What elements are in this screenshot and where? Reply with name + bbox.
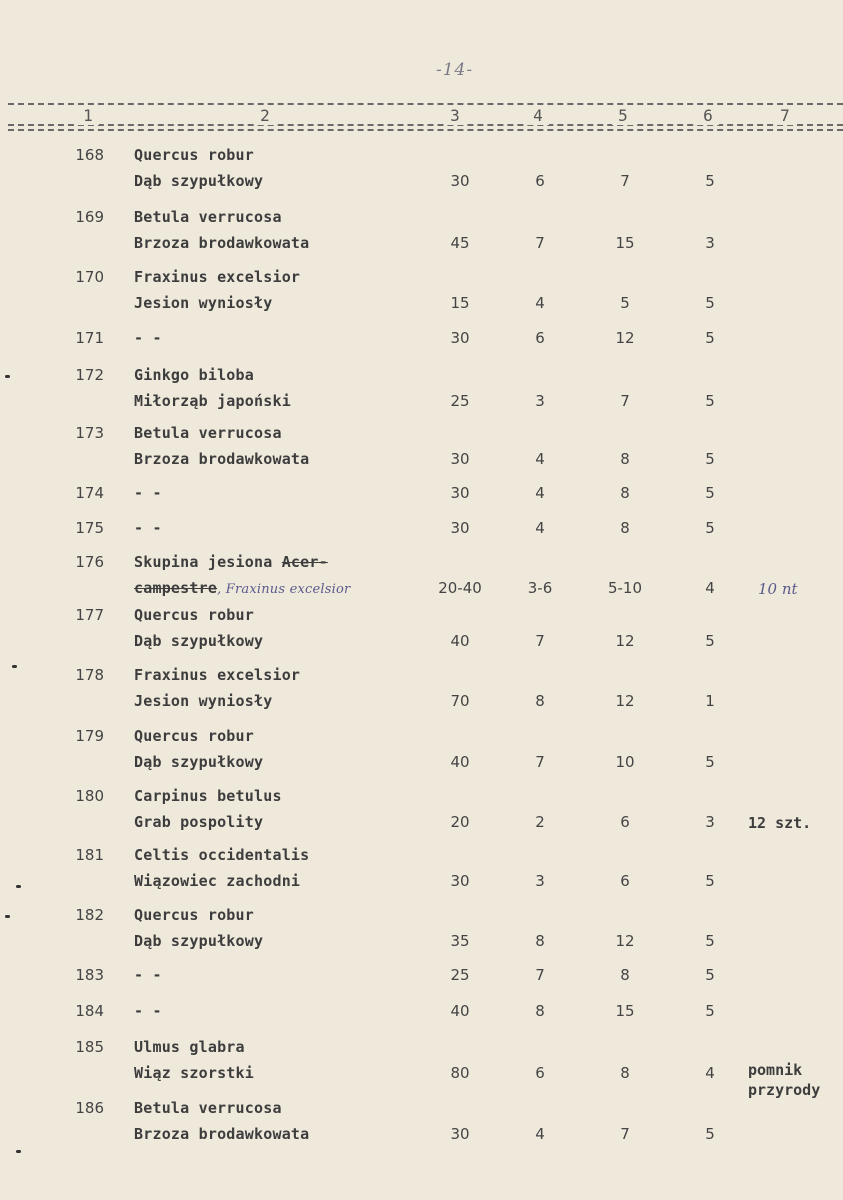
latin-name: Quercus robur <box>134 906 254 924</box>
cell-c3: 35 <box>450 932 470 950</box>
latin-name: Skupina jesiona Acer- <box>134 553 328 571</box>
cell-c6: 5 <box>705 872 715 890</box>
cell-c3: 30 <box>450 172 470 190</box>
struck-text: campestre <box>134 579 218 597</box>
handwritten-correction: , Fraxinus excelsior <box>217 582 351 597</box>
cell-c3: 45 <box>450 234 470 252</box>
cell-c3: 20-40 <box>438 579 482 597</box>
cell-c4: 3 <box>535 872 545 890</box>
margin-mark <box>12 665 17 668</box>
cell-c6: 5 <box>705 172 715 190</box>
margin-mark <box>16 885 21 888</box>
latin-name: Betula verrucosa <box>134 424 282 442</box>
cell-c5: 8 <box>620 450 630 468</box>
row-number: 176 <box>75 553 104 571</box>
polish-name: Miłorząb japoński <box>134 392 291 410</box>
latin-name: Quercus robur <box>134 146 254 164</box>
cell-c4: 7 <box>535 966 545 984</box>
column-header-3: 3 <box>444 106 466 125</box>
cell-c6: 5 <box>705 1125 715 1143</box>
polish-name: Dąb szypułkowy <box>134 172 264 190</box>
margin-mark <box>16 1150 21 1153</box>
latin-name: - - <box>134 1002 162 1020</box>
cell-c6: 3 <box>705 234 715 252</box>
handwritten-remark: 10 nt <box>758 580 798 598</box>
row-number: 173 <box>75 424 104 442</box>
header-rule-top <box>8 103 843 105</box>
row-number: 183 <box>75 966 104 984</box>
cell-c3: 30 <box>450 450 470 468</box>
cell-c6: 3 <box>705 813 715 831</box>
cell-c5: 7 <box>620 1125 630 1143</box>
polish-name: Dąb szypułkowy <box>134 753 264 771</box>
latin-name: Quercus robur <box>134 606 254 624</box>
polish-name: Wiązowiec zachodni <box>134 872 301 890</box>
cell-c4: 2 <box>535 813 545 831</box>
cell-c3: 40 <box>450 753 470 771</box>
cell-c3: 40 <box>450 632 470 650</box>
cell-c4: 8 <box>535 932 545 950</box>
cell-c4: 6 <box>535 172 545 190</box>
cell-c3: 15 <box>450 294 470 312</box>
row-number: 185 <box>75 1038 104 1056</box>
latin-name: Betula verrucosa <box>134 1099 282 1117</box>
row-number: 180 <box>75 787 104 805</box>
cell-c4: 4 <box>535 1125 545 1143</box>
row-number: 174 <box>75 484 104 502</box>
polish-name: Brzoza brodawkowata <box>134 234 310 252</box>
cell-c6: 4 <box>705 579 715 597</box>
latin-name: Ulmus glabra <box>134 1038 245 1056</box>
cell-c6: 1 <box>705 692 715 710</box>
cell-c3: 80 <box>450 1064 470 1082</box>
page-number: -14- <box>436 60 474 80</box>
latin-name: Celtis occidentalis <box>134 846 310 864</box>
cell-c5: 5-10 <box>607 579 643 597</box>
cell-c3: 40 <box>450 1002 470 1020</box>
margin-mark <box>5 915 10 918</box>
row-number: 171 <box>75 329 104 347</box>
cell-c4: 4 <box>535 484 545 502</box>
column-header-2: 2 <box>254 106 276 125</box>
row-number: 181 <box>75 846 104 864</box>
polish-name: Jesion wyniosły <box>134 692 273 710</box>
cell-c6: 5 <box>705 519 715 537</box>
polish-name: Brzoza brodawkowata <box>134 1125 310 1143</box>
cell-c6: 5 <box>705 329 715 347</box>
cell-c5: 10 <box>615 753 635 771</box>
polish-name: Dąb szypułkowy <box>134 632 264 650</box>
row-number: 177 <box>75 606 104 624</box>
header-rule-bottom-double <box>8 129 843 131</box>
remarks: pomnik przyrody <box>748 1061 821 1099</box>
row-number: 182 <box>75 906 104 924</box>
cell-c4: 3 <box>535 392 545 410</box>
cell-c5: 7 <box>620 172 630 190</box>
cell-c6: 5 <box>705 392 715 410</box>
latin-name: Fraxinus excelsior <box>134 268 301 286</box>
struck-text: Acer- <box>281 553 328 571</box>
cell-c3: 30 <box>450 519 470 537</box>
cell-c6: 5 <box>705 294 715 312</box>
cell-c3: 30 <box>450 872 470 890</box>
polish-name <box>134 579 350 597</box>
cell-c6: 5 <box>705 932 715 950</box>
cell-c6: 5 <box>705 450 715 468</box>
polish-name: Wiąz szorstki <box>134 1064 254 1082</box>
cell-c5: 12 <box>615 632 635 650</box>
cell-c4: 8 <box>535 1002 545 1020</box>
cell-c6: 5 <box>705 632 715 650</box>
cell-c5: 15 <box>615 234 635 252</box>
latin-name: Betula verrucosa <box>134 208 282 226</box>
row-number: 175 <box>75 519 104 537</box>
row-number: 172 <box>75 366 104 384</box>
cell-c6: 5 <box>705 753 715 771</box>
latin-name: - - <box>134 484 162 502</box>
cell-c3: 70 <box>450 692 470 710</box>
column-header-1: 1 <box>77 106 99 125</box>
row-number: 186 <box>75 1099 104 1117</box>
polish-name: Grab pospolity <box>134 813 264 831</box>
cell-c4: 7 <box>535 632 545 650</box>
cell-c5: 8 <box>620 519 630 537</box>
row-number: 184 <box>75 1002 104 1020</box>
latin-name: Fraxinus excelsior <box>134 666 301 684</box>
cell-c5: 12 <box>615 932 635 950</box>
cell-c5: 5 <box>620 294 630 312</box>
row-number: 178 <box>75 666 104 684</box>
cell-c4: 8 <box>535 692 545 710</box>
polish-name: Brzoza brodawkowata <box>134 450 310 468</box>
polish-name: Jesion wyniosły <box>134 294 273 312</box>
latin-name: Quercus robur <box>134 727 254 745</box>
cell-c6: 5 <box>705 966 715 984</box>
cell-c6: 5 <box>705 1002 715 1020</box>
latin-name: Carpinus betulus <box>134 787 282 805</box>
cell-c5: 12 <box>615 329 635 347</box>
margin-mark <box>5 375 10 378</box>
column-header-5: 5 <box>612 106 634 125</box>
row-number: 179 <box>75 727 104 745</box>
cell-c4: 4 <box>535 294 545 312</box>
cell-c3: 25 <box>450 966 470 984</box>
cell-c3: 25 <box>450 392 470 410</box>
polish-name: Dąb szypułkowy <box>134 932 264 950</box>
cell-c6: 5 <box>705 484 715 502</box>
cell-c4: 4 <box>535 450 545 468</box>
cell-c6: 4 <box>705 1064 715 1082</box>
cell-c4: 6 <box>535 1064 545 1082</box>
row-number: 169 <box>75 208 104 226</box>
cell-c3: 30 <box>450 1125 470 1143</box>
cell-c5: 6 <box>620 872 630 890</box>
remarks: 12 szt. <box>748 814 812 832</box>
latin-name: - - <box>134 329 162 347</box>
row-number: 170 <box>75 268 104 286</box>
row-number: 168 <box>75 146 104 164</box>
cell-c5: 12 <box>615 692 635 710</box>
cell-c3: 30 <box>450 329 470 347</box>
cell-c5: 8 <box>620 484 630 502</box>
column-header-7: 7 <box>774 106 796 125</box>
cell-c5: 6 <box>620 813 630 831</box>
cell-c4: 3-6 <box>527 579 553 597</box>
cell-c5: 7 <box>620 392 630 410</box>
cell-c4: 6 <box>535 329 545 347</box>
column-header-4: 4 <box>527 106 549 125</box>
cell-c5: 8 <box>620 966 630 984</box>
cell-c4: 7 <box>535 753 545 771</box>
cell-c4: 7 <box>535 234 545 252</box>
latin-name: - - <box>134 519 162 537</box>
latin-name: Ginkgo biloba <box>134 366 254 384</box>
cell-c3: 20 <box>450 813 470 831</box>
column-header-6: 6 <box>697 106 719 125</box>
cell-c3: 30 <box>450 484 470 502</box>
cell-c5: 15 <box>615 1002 635 1020</box>
cell-c4: 4 <box>535 519 545 537</box>
latin-name: - - <box>134 966 162 984</box>
cell-c5: 8 <box>620 1064 630 1082</box>
